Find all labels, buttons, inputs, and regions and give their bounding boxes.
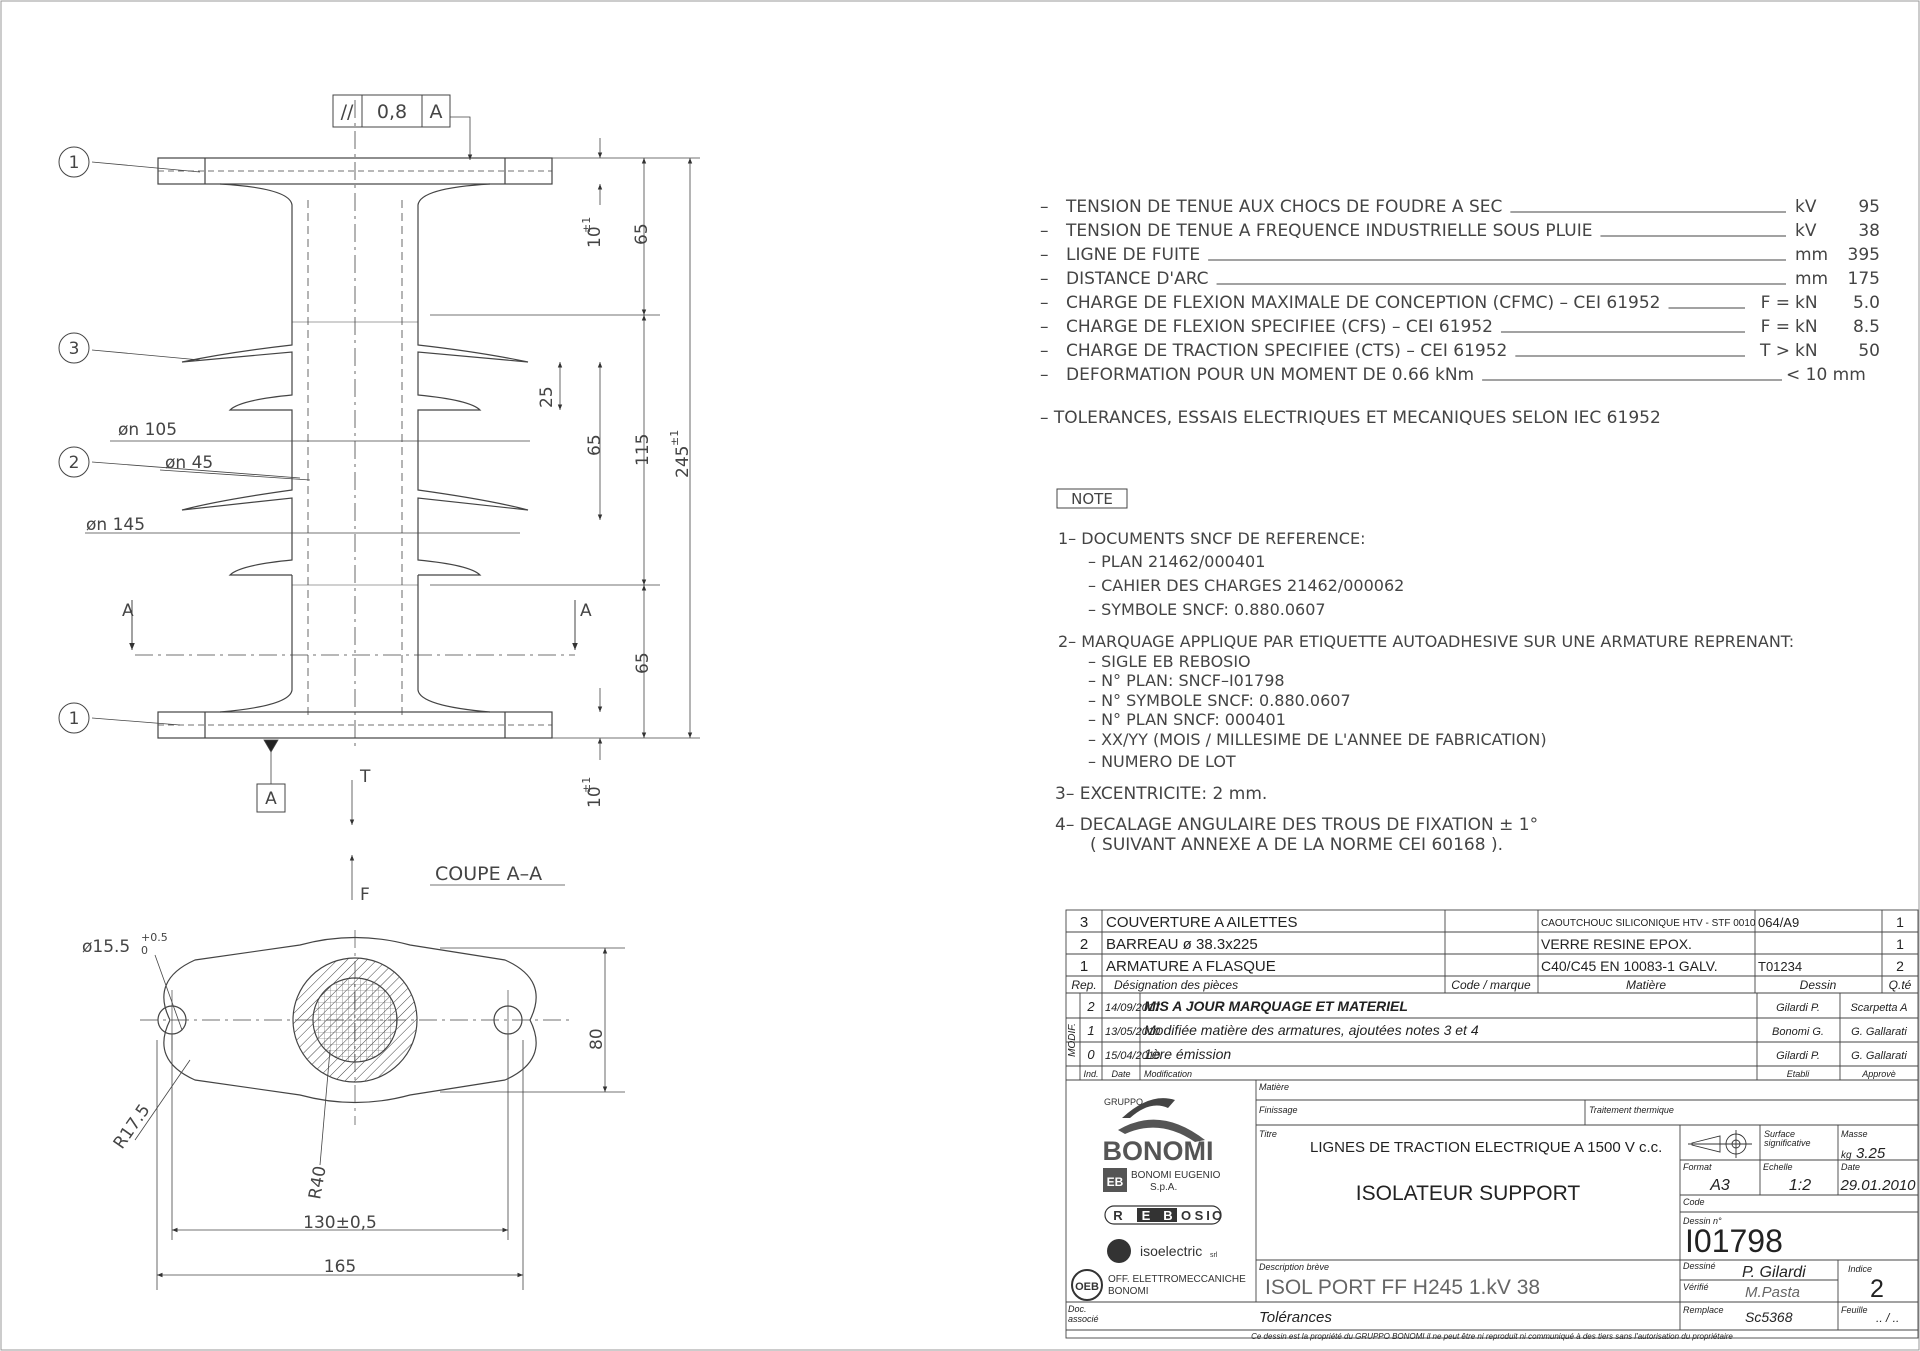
bom-dessin-1: T01234 bbox=[1758, 959, 1803, 974]
notes-list bbox=[1055, 529, 1794, 855]
rev-mod-2: MIS A JOUR MARQUAGE ET MATERIEL bbox=[1144, 998, 1408, 1014]
radius-40: R40 bbox=[305, 1164, 331, 1201]
bom-header-matiere: Matière bbox=[1625, 978, 1667, 992]
finissage-label: Finissage bbox=[1259, 1105, 1298, 1115]
note-1-c: – SYMBOLE SNCF: 0.880.0607 bbox=[1088, 600, 1326, 619]
date-value: 29.01.2010 bbox=[1840, 1177, 1916, 1194]
note-2-b: – N° PLAN: SNCF–I01798 bbox=[1088, 671, 1285, 690]
logo-eb: EB bbox=[1106, 1175, 1124, 1189]
rev-mod-0: 1ère émission bbox=[1144, 1046, 1232, 1062]
revision-side-label: MODIF. bbox=[1067, 1023, 1078, 1057]
note-1-a: – PLAN 21462/000401 bbox=[1088, 552, 1266, 571]
note-2-c: – N° SYMBOLE SNCF: 0.880.0607 bbox=[1088, 691, 1351, 710]
spec-row bbox=[1040, 317, 1880, 337]
rev-header-modification: Modification bbox=[1144, 1069, 1193, 1079]
bom-rep-2: 2 bbox=[1079, 936, 1089, 953]
svg-text:S: S bbox=[1194, 1208, 1204, 1223]
spec-unit: kV bbox=[1795, 221, 1817, 241]
bom-designation-3: COUVERTURE A AILETTES bbox=[1106, 914, 1298, 931]
bom-header-qte: Q.té bbox=[1888, 978, 1912, 992]
bom-matiere-3: CAOUTCHOUC SILICONIQUE HTV - STF 0010 bbox=[1541, 918, 1756, 929]
format-value: A3 bbox=[1710, 1177, 1730, 1194]
bom-rep-1: 1 bbox=[1079, 958, 1089, 975]
spec-bullet: – bbox=[1040, 197, 1049, 217]
spec-value: 395 bbox=[1847, 245, 1880, 265]
spec-value: 175 bbox=[1847, 269, 1880, 289]
svg-text:R: R bbox=[1113, 1208, 1123, 1223]
dim-65-top: 65 bbox=[632, 223, 652, 245]
code-label: Code bbox=[1683, 1197, 1705, 1207]
dim-245-tol: ±1 bbox=[668, 429, 681, 446]
rev-etabli-1: Bonomi G. bbox=[1772, 1026, 1824, 1038]
bom-matiere-2: VERRE RESINE EPOX. bbox=[1541, 936, 1692, 952]
bom-header-code: Code / marque bbox=[1451, 978, 1531, 992]
section-mark-right: A bbox=[580, 601, 592, 621]
logo-spa: S.p.A. bbox=[1150, 1182, 1178, 1193]
bom-dessin-3: 064/A9 bbox=[1758, 915, 1800, 930]
svg-text:E: E bbox=[1141, 1208, 1151, 1223]
logo-bonomi: BONOMI bbox=[1102, 1136, 1214, 1166]
note-2: 2– MARQUAGE APPLIQUE PAR ETIQUETTE AUTOADHESIVE SUR UNE ARMATURE REPRENANT: bbox=[1058, 632, 1795, 651]
datum-a-box: A bbox=[265, 789, 277, 809]
svg-text:I: I bbox=[1206, 1208, 1210, 1223]
rev-header-approuve: Approvè bbox=[1862, 1069, 1896, 1079]
spec-row bbox=[1040, 341, 1880, 361]
spec-unit: kN bbox=[1795, 317, 1818, 337]
spec-relation: T > bbox=[1759, 341, 1790, 361]
spec-value: 5.0 bbox=[1852, 293, 1880, 313]
rev-header-etabli: Etabli bbox=[1786, 1069, 1810, 1079]
matiere-label: Matière bbox=[1259, 1082, 1290, 1092]
spec-label: DISTANCE D'ARC bbox=[1066, 269, 1209, 289]
section-dimensions bbox=[135, 885, 625, 1290]
spec-label: TENSION DE TENUE AUX CHOCS DE FOUDRE A SEC bbox=[1066, 197, 1503, 217]
logo-gruppo: GRUPPO bbox=[1104, 1097, 1144, 1107]
remplace-value: Sc5368 bbox=[1745, 1309, 1793, 1325]
company-logos bbox=[1072, 1097, 1246, 1300]
hole-diameter: ø15.5 bbox=[82, 937, 131, 957]
remplace-label: Remplace bbox=[1683, 1305, 1724, 1315]
bom-designation-1: ARMATURE A FLASQUE bbox=[1106, 958, 1276, 975]
spec-label: CHARGE DE FLEXION MAXIMALE DE CONCEPTION (CFMC) – CEI 61952 bbox=[1066, 293, 1661, 313]
svg-text:O: O bbox=[1180, 1208, 1192, 1223]
masse-value: 3.25 bbox=[1856, 1145, 1886, 1162]
spec-label: LIGNE DE FUITE bbox=[1066, 245, 1201, 265]
balloon-1-top: 1 bbox=[68, 153, 80, 173]
dim-65-bottom: 65 bbox=[633, 652, 653, 674]
spec-value: 95 bbox=[1858, 197, 1880, 217]
ownership-footer: Ce dessin est la propriété du GRUPPO BONOMI il ne peut être ni reproduit ni communiqué à des tiers sans l'autorisation du propriétaire bbox=[1251, 1332, 1733, 1341]
rev-header-date: Date bbox=[1111, 1069, 1131, 1079]
spec-bullet: – bbox=[1040, 221, 1049, 241]
hole-tol-upper: +0.5 bbox=[141, 931, 168, 944]
dim-10-top-tol: ±1 bbox=[580, 216, 593, 233]
insulator-front-view bbox=[132, 100, 575, 750]
spec-label: CHARGE DE TRACTION SPECIFIEE (CTS) – CEI 61952 bbox=[1066, 341, 1508, 361]
masse-label: Masse bbox=[1841, 1129, 1868, 1139]
rev-approuve-2: Scarpetta A bbox=[1850, 1002, 1908, 1014]
bom-qte-3: 1 bbox=[1896, 914, 1904, 930]
indice-value: 2 bbox=[1870, 1275, 1884, 1303]
spec-value: 38 bbox=[1858, 221, 1880, 241]
rev-ind-1: 1 bbox=[1087, 1023, 1095, 1038]
logo-eugenio: BONOMI EUGENIO bbox=[1131, 1170, 1221, 1181]
format-label: Format bbox=[1683, 1162, 1712, 1172]
spec-row bbox=[1040, 197, 1880, 217]
section-a-a-view bbox=[140, 930, 570, 1125]
verifie-label: Vérifié bbox=[1683, 1282, 1709, 1292]
specification-list bbox=[1040, 197, 1880, 385]
balloon-3: 3 bbox=[68, 339, 80, 359]
tolerances-note: – TOLERANCES, ESSAIS ELECTRIQUES ET MECANIQUES SELON IEC 61952 bbox=[1040, 408, 1661, 428]
dim-245: 245 bbox=[673, 445, 693, 478]
dim-80: 80 bbox=[587, 1028, 607, 1050]
feuille-label: Feuille bbox=[1841, 1305, 1868, 1315]
note-4: 4– DECALAGE ANGULAIRE DES TROUS DE FIXATION ± 1° bbox=[1055, 815, 1539, 835]
logo-offbonomi: BONOMI bbox=[1108, 1286, 1149, 1297]
echelle-label: Echelle bbox=[1763, 1162, 1793, 1172]
section-mark-left: A bbox=[122, 601, 134, 621]
bom-matiere-1: C40/C45 EN 10083-1 GALV. bbox=[1541, 958, 1718, 974]
dia-145: øn 145 bbox=[86, 515, 146, 535]
spec-row bbox=[1040, 293, 1880, 313]
spec-relation: F = bbox=[1760, 317, 1790, 337]
hole-tol-lower: 0 bbox=[141, 944, 148, 957]
coupe-title: COUPE A–A bbox=[435, 863, 543, 885]
spec-unit: kV bbox=[1795, 197, 1817, 217]
spec-unit: < 10 mm bbox=[1786, 365, 1866, 385]
spec-label: CHARGE DE FLEXION SPECIFIEE (CFS) – CEI 61952 bbox=[1066, 317, 1493, 337]
bom-rep-3: 3 bbox=[1079, 914, 1089, 931]
dia-45: øn 45 bbox=[165, 453, 214, 473]
spec-label: TENSION DE TENUE A FREQUENCE INDUSTRIELLE SOUS PLUIE bbox=[1066, 221, 1593, 241]
titre-line-2: ISOLATEUR SUPPORT bbox=[1355, 1182, 1581, 1205]
bom-qte-1: 2 bbox=[1896, 958, 1904, 974]
masse-unit: kg bbox=[1841, 1150, 1852, 1161]
rev-date-1: 13/05/2010 bbox=[1105, 1026, 1161, 1038]
spec-bullet: – bbox=[1040, 293, 1049, 313]
spec-bullet: – bbox=[1040, 341, 1049, 361]
logo-isoelectric: isoelectric bbox=[1140, 1243, 1203, 1259]
spec-value: 8.5 bbox=[1852, 317, 1880, 337]
rev-ind-2: 2 bbox=[1087, 999, 1095, 1014]
rebosio-logo bbox=[1105, 1206, 1222, 1224]
note-1-b: – CAHIER DES CHARGES 21462/000062 bbox=[1088, 576, 1405, 595]
doc-label-1: Doc. bbox=[1068, 1304, 1087, 1314]
force-f-label: F bbox=[360, 885, 370, 905]
dessine-value: P. Gilardi bbox=[1742, 1264, 1806, 1281]
force-t-label: T bbox=[360, 767, 371, 787]
spec-row bbox=[1040, 269, 1880, 289]
description-value: ISOL PORT FF H245 1.kV 38 bbox=[1265, 1276, 1541, 1299]
spec-unit: mm bbox=[1795, 245, 1829, 265]
note-2-f: – NUMERO DE LOT bbox=[1088, 752, 1236, 771]
rev-etabli-2: Gilardi P. bbox=[1776, 1002, 1820, 1014]
svg-text:B: B bbox=[1163, 1208, 1173, 1223]
note-heading: NOTE bbox=[1071, 490, 1113, 508]
spec-row bbox=[1040, 365, 1866, 385]
rev-date-0: 15/04/2010 bbox=[1105, 1050, 1161, 1062]
spec-bullet: – bbox=[1040, 317, 1049, 337]
spec-unit: mm bbox=[1795, 269, 1829, 289]
balloon-1-bottom: 1 bbox=[68, 709, 80, 729]
titre-label: Titre bbox=[1259, 1129, 1277, 1139]
surface-label-2: significative bbox=[1764, 1138, 1811, 1148]
note-1: 1– DOCUMENTS SNCF DE REFERENCE: bbox=[1058, 529, 1366, 548]
isoelectric-icon bbox=[1107, 1239, 1131, 1263]
rev-date-2: 14/09/2017 bbox=[1105, 1002, 1161, 1014]
spec-value: 50 bbox=[1858, 341, 1880, 361]
dia-105: øn 105 bbox=[118, 420, 178, 440]
balloon-2: 2 bbox=[68, 453, 80, 473]
rev-approuve-0: G. Gallarati bbox=[1851, 1050, 1907, 1062]
spec-bullet: – bbox=[1040, 245, 1049, 265]
flatness-value: 0,8 bbox=[376, 101, 408, 123]
dessin-no-label: Dessin n° bbox=[1683, 1216, 1722, 1226]
dim-10-bottom-tol: ±1 bbox=[580, 776, 593, 793]
rev-approuve-1: G. Gallarati bbox=[1851, 1026, 1907, 1038]
spec-relation: F = bbox=[1760, 293, 1790, 313]
dim-25: 25 bbox=[537, 386, 557, 408]
datum-ref: A bbox=[429, 101, 443, 123]
dim-65-mid: 65 bbox=[585, 434, 605, 456]
rev-header-ind: Ind. bbox=[1083, 1069, 1099, 1079]
bom-designation-2: BARREAU ø 38.3x225 bbox=[1106, 936, 1258, 953]
note-3: 3– EXCENTRICITE: 2 mm. bbox=[1055, 784, 1268, 804]
spec-bullet: – bbox=[1040, 269, 1049, 289]
dim-10-bottom: 10 bbox=[585, 786, 605, 808]
logo-srl: srl bbox=[1210, 1252, 1218, 1259]
spec-unit: kN bbox=[1795, 293, 1818, 313]
note-2-e: – XX/YY (MOIS / MILLESIME DE L'ANNEE DE FABRICATION) bbox=[1088, 730, 1547, 749]
flatness-symbol: // bbox=[340, 101, 354, 123]
rev-mod-1: Modifiée matière des armatures, ajoutées notes 3 et 4 bbox=[1144, 1022, 1479, 1038]
spec-bullet: – bbox=[1040, 365, 1049, 385]
traitement-label: Traitement thermique bbox=[1589, 1105, 1674, 1115]
spec-row bbox=[1040, 245, 1880, 265]
svg-text:O: O bbox=[1211, 1208, 1223, 1223]
dessine-label: Dessiné bbox=[1683, 1261, 1716, 1271]
echelle-value: 1:2 bbox=[1788, 1177, 1812, 1194]
logo-offelettro: OFF. ELETTROMECCANICHE bbox=[1108, 1274, 1246, 1285]
surface-label-1: Surface bbox=[1764, 1129, 1796, 1139]
part-balloons bbox=[59, 147, 89, 733]
note-2-a: – SIGLE EB REBOSIO bbox=[1088, 652, 1251, 671]
indice-label: Indice bbox=[1848, 1264, 1873, 1274]
spec-row bbox=[1040, 221, 1880, 241]
note-2-d: – N° PLAN SNCF: 000401 bbox=[1088, 710, 1286, 729]
titre-line-1: LIGNES DE TRACTION ELECTRIQUE A 1500 V c.c. bbox=[1310, 1139, 1663, 1156]
feuille-value: .. / .. bbox=[1876, 1311, 1900, 1325]
rev-ind-0: 0 bbox=[1087, 1047, 1095, 1062]
dim-115: 115 bbox=[633, 433, 653, 466]
description-label: Description brève bbox=[1259, 1262, 1330, 1272]
rev-etabli-0: Gilardi P. bbox=[1776, 1050, 1820, 1062]
front-view-dimension-labels bbox=[86, 217, 693, 905]
doc-label-2: associé bbox=[1068, 1314, 1099, 1324]
bom-header-rep: Rep. bbox=[1071, 978, 1097, 992]
spec-unit: kN bbox=[1795, 341, 1818, 361]
logo-oeb: OEB bbox=[1075, 1281, 1099, 1293]
dessin-no-value: I01798 bbox=[1685, 1223, 1783, 1259]
revision-table bbox=[1067, 998, 1908, 1079]
spec-label: DEFORMATION POUR UN MOMENT DE 0.66 kNm bbox=[1066, 365, 1475, 385]
tolerances-label: Tolérances bbox=[1259, 1309, 1332, 1326]
dim-10-top: 10 bbox=[585, 226, 605, 248]
bom-header-dessin: Dessin bbox=[1799, 978, 1837, 992]
dim-130: 130±0,5 bbox=[303, 1213, 377, 1233]
dim-165: 165 bbox=[323, 1257, 357, 1277]
bom-qte-2: 1 bbox=[1896, 936, 1904, 952]
date-label: Date bbox=[1841, 1162, 1861, 1172]
bom-header-designation: Désignation des pièces bbox=[1114, 978, 1239, 992]
verifie-value: M.Pasta bbox=[1745, 1284, 1801, 1301]
bill-of-materials bbox=[1071, 914, 1911, 992]
note-4-b: ( SUIVANT ANNEXE A DE LA NORME CEI 60168 ). bbox=[1090, 835, 1503, 855]
front-view-dimensions bbox=[85, 117, 700, 900]
projection-symbol-icon bbox=[1688, 1130, 1752, 1158]
flatness-tolerance-frame bbox=[333, 95, 450, 127]
radius-17-5: R17.5 bbox=[109, 1100, 155, 1153]
